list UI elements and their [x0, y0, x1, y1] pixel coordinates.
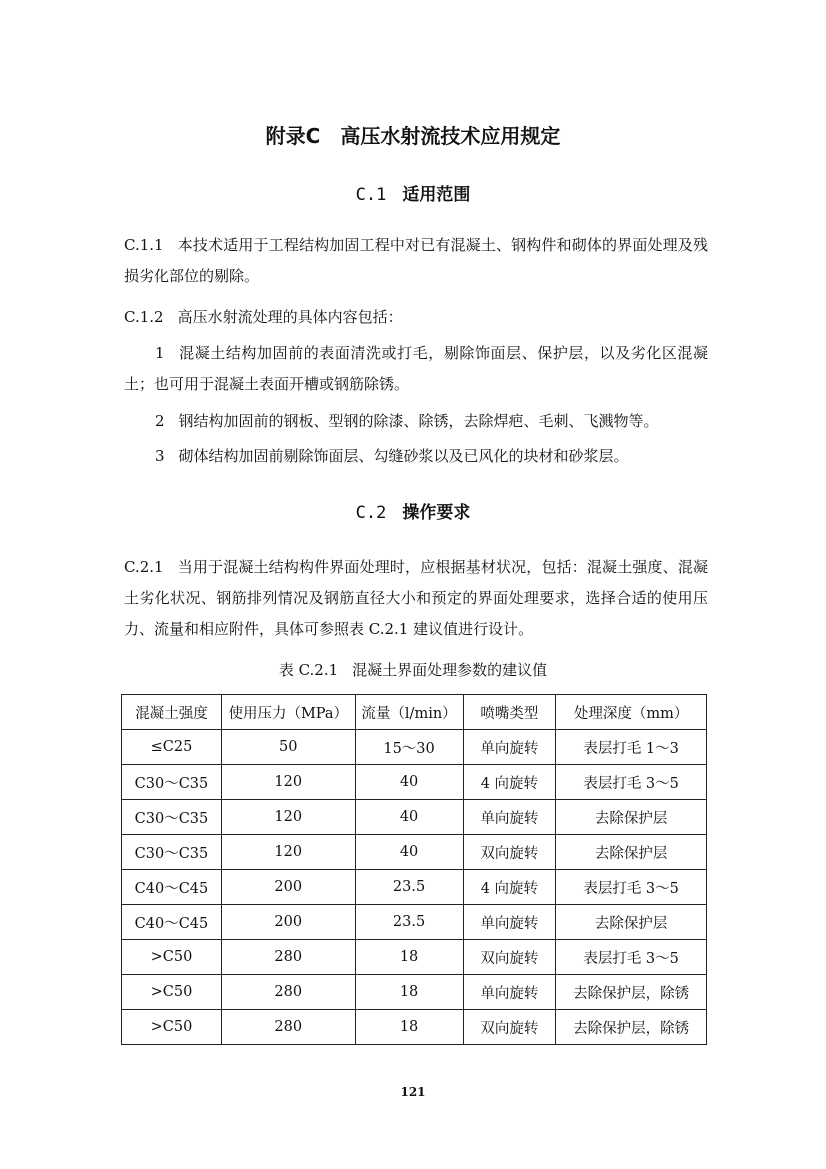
- table-cell: 单向旋转: [463, 975, 556, 1010]
- table-row: [122, 905, 707, 940]
- table-cell: 单向旋转: [463, 905, 556, 940]
- table-cell: C30～C35: [122, 765, 222, 800]
- clause-c-1-1: [124, 230, 708, 292]
- item-text: 砌体结构加固前剔除饰面层、勾缝砂浆以及已风化的块材和砂浆层。: [178, 447, 629, 465]
- table-cell: 120: [221, 835, 355, 870]
- table-cell: 去除保护层，除锈: [556, 1010, 707, 1045]
- table-cell: 40: [355, 800, 463, 835]
- table-row: [122, 975, 707, 1010]
- table-caption-title: 混凝土界面处理参数的建议值: [352, 661, 548, 679]
- table-cell: 4 向旋转: [463, 765, 556, 800]
- table-cell: 120: [221, 765, 355, 800]
- table-row: [122, 870, 707, 905]
- table-row: [122, 765, 707, 800]
- clause-text: 本技术适用于工程结构加固工程中对已有混凝土、钢构件和砌体的界面处理及残损劣化部位的剔除。: [124, 236, 708, 285]
- table-cell: 双向旋转: [463, 1010, 556, 1045]
- table-cell: ≤C25: [122, 730, 222, 765]
- table-cell: 双向旋转: [463, 835, 556, 870]
- section-number: C.1: [355, 185, 387, 205]
- table-cell: 表层打毛 3～5: [556, 940, 707, 975]
- table-row: [122, 800, 707, 835]
- column-header: 处理深度（mm）: [556, 695, 707, 730]
- table-cell: 表层打毛 1～3: [556, 730, 707, 765]
- table-cell: 去除保护层，除锈: [556, 975, 707, 1010]
- table-cell: 50: [221, 730, 355, 765]
- table-cell: >C50: [122, 940, 222, 975]
- list-item: [124, 338, 708, 400]
- section-heading-c1: [0, 180, 826, 205]
- clause-c-2-1: [124, 552, 708, 645]
- table-cell: 表层打毛 3～5: [556, 765, 707, 800]
- table-cell: 40: [355, 765, 463, 800]
- list-item: [124, 441, 708, 472]
- table-cell: 280: [221, 975, 355, 1010]
- section-heading-c2: [0, 498, 826, 523]
- table-cell: 120: [221, 800, 355, 835]
- table-cell: 18: [355, 940, 463, 975]
- column-header: 喷嘴类型: [463, 695, 556, 730]
- table-caption: [0, 659, 826, 680]
- section-number: C.2: [355, 503, 387, 523]
- clause-c-1-2: [124, 302, 708, 333]
- column-header: 混凝土强度: [122, 695, 222, 730]
- table-cell: 23.5: [355, 870, 463, 905]
- table-header-row: [122, 695, 707, 730]
- table-cell: 单向旋转: [463, 730, 556, 765]
- clause-text: 当用于混凝土结构构件界面处理时，应根据基材状况，包括：混凝土强度、混凝土劣化状况、钢筋排列情况及钢筋直径大小和预定的界面处理要求，选择合适的使用压力、流量和相应附件，具体可参照表 C.2.1 建议值进行设计。: [124, 558, 708, 638]
- clause-number: C.2.1: [124, 558, 164, 576]
- table-cell: 去除保护层: [556, 835, 707, 870]
- table-cell: 18: [355, 1010, 463, 1045]
- table-row: [122, 1010, 707, 1045]
- table-cell: C40～C45: [122, 905, 222, 940]
- parameters-table: [121, 694, 707, 1045]
- item-number: 1: [155, 344, 165, 362]
- clause-number: C.1.1: [124, 236, 164, 254]
- item-text: 钢结构加固前的钢板、型钢的除漆、除锈，去除焊疤、毛刺、飞溅物等。: [178, 412, 659, 430]
- table-cell: 双向旋转: [463, 940, 556, 975]
- table-row: [122, 730, 707, 765]
- item-number: 3: [155, 447, 165, 465]
- table-cell: C40～C45: [122, 870, 222, 905]
- table-number: 表 C.2.1: [278, 661, 339, 679]
- table-cell: 单向旋转: [463, 800, 556, 835]
- column-header: 使用压力（MPa）: [221, 695, 355, 730]
- table-cell: >C50: [122, 975, 222, 1010]
- table-cell: C30～C35: [122, 800, 222, 835]
- item-text: 混凝土结构加固前的表面清洗或打毛，剔除饰面层、保护层，以及劣化区混凝土；也可用于混凝土表面开槽或钢筋除锈。: [124, 344, 708, 393]
- table-row: [122, 835, 707, 870]
- table-cell: 去除保护层: [556, 800, 707, 835]
- page-number: 121: [400, 1085, 426, 1099]
- table-row: [122, 940, 707, 975]
- table-cell: 280: [221, 1010, 355, 1045]
- table-cell: 4 向旋转: [463, 870, 556, 905]
- list-item: [124, 406, 708, 437]
- table-cell: 15～30: [355, 730, 463, 765]
- table-cell: 280: [221, 940, 355, 975]
- column-header: 流量（l/min）: [355, 695, 463, 730]
- section-title: 操作要求: [402, 503, 471, 523]
- table-cell: >C50: [122, 1010, 222, 1045]
- table-cell: 40: [355, 835, 463, 870]
- clause-text: 高压水射流处理的具体内容包括：: [177, 308, 403, 326]
- table-cell: 200: [221, 905, 355, 940]
- table-cell: 200: [221, 870, 355, 905]
- section-title: 适用范围: [402, 185, 471, 205]
- clause-number: C.1.2: [124, 308, 164, 326]
- table-cell: 18: [355, 975, 463, 1010]
- table-cell: C30～C35: [122, 835, 222, 870]
- appendix-title: 附录C 高压水射流技术应用规定: [265, 124, 561, 148]
- item-number: 2: [155, 412, 165, 430]
- table-cell: 表层打毛 3～5: [556, 870, 707, 905]
- table-cell: 23.5: [355, 905, 463, 940]
- table-cell: 去除保护层: [556, 905, 707, 940]
